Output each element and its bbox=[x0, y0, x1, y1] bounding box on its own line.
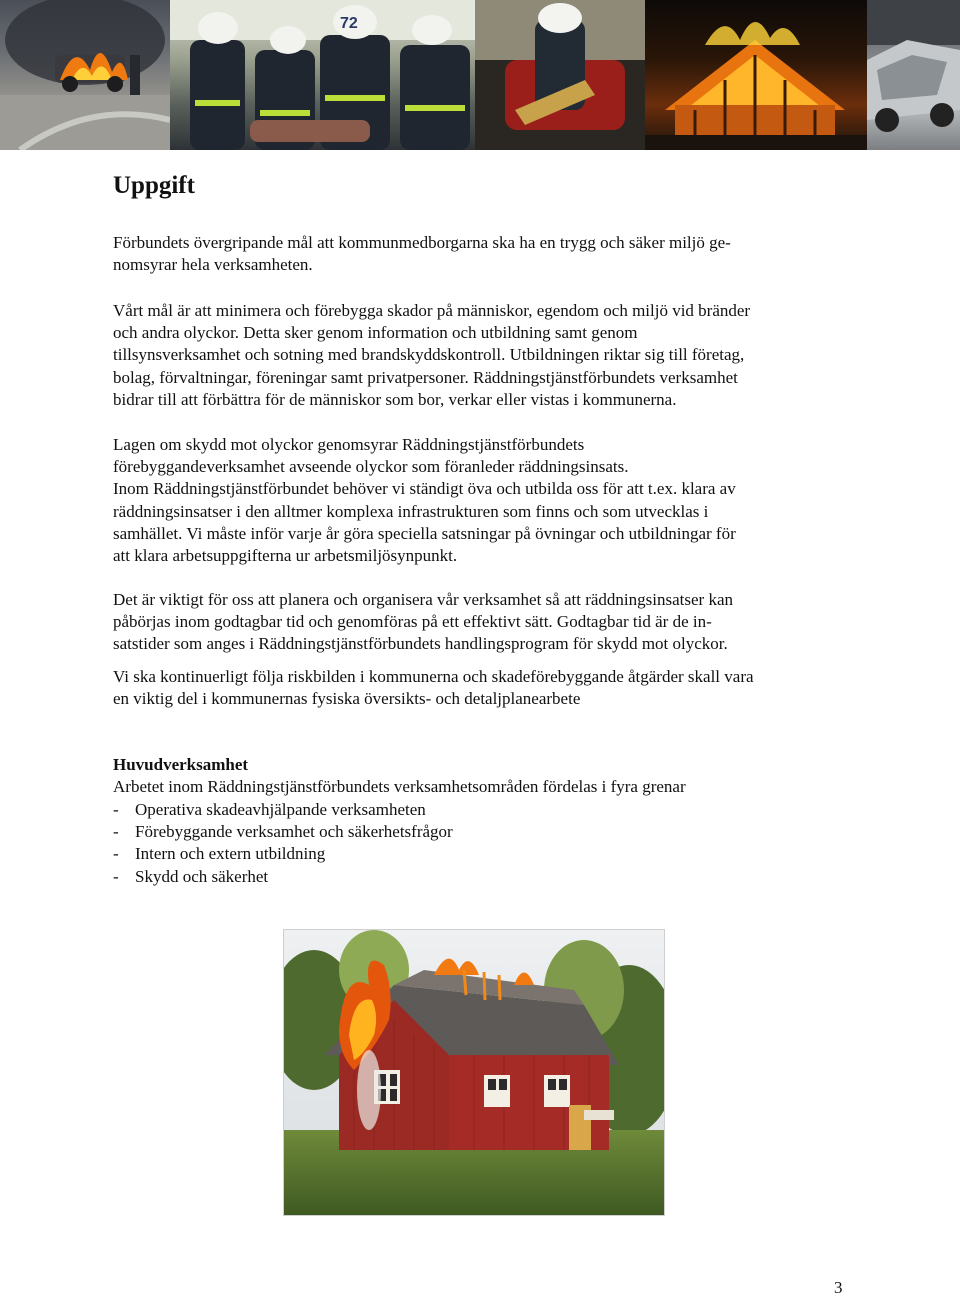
paragraph-line: Förbundets övergripande mål att kommunmedborgarna ska ha en trygg och säker miljö ge- bbox=[113, 233, 731, 252]
paragraph-line: och andra olyckor. Detta sker genom information och utbildning samt genom bbox=[113, 323, 638, 343]
paragraph bbox=[113, 434, 853, 567]
paragraph-line: satstider som anges i Räddningstjänstförbundets handlingsprogram för skydd mot olyckor. bbox=[113, 634, 728, 654]
paragraph-line: förebyggandeverksamhet avseende olyckor som föranleder räddningsinsats. bbox=[113, 457, 629, 477]
photo-rescue-team bbox=[170, 0, 475, 150]
paragraph-line: tillsynsverksamhet och sotning med brandskyddskontroll. Utbildningen riktar sig till företag, bbox=[113, 345, 745, 365]
list-item bbox=[113, 821, 453, 843]
list-item-label: Intern och extern utbildning bbox=[135, 844, 326, 864]
list-bullet: - bbox=[113, 822, 119, 842]
paragraph-line: räddningsinsatser i den alltmer komplexa infrastrukturen som finns och som utvecklas i bbox=[113, 501, 709, 521]
page-title: Uppgift bbox=[113, 172, 195, 199]
list-item-label: Skydd och säkerhet bbox=[135, 866, 269, 886]
paragraph bbox=[113, 666, 853, 710]
page-number: 3 bbox=[834, 1278, 843, 1297]
paragraph bbox=[113, 300, 853, 411]
paragraph-line: Vi ska kontinuerligt följa riskbilden i kommunerna och skadeförebyggande åtgärder skall vara bbox=[113, 667, 754, 686]
header-photo-banner bbox=[0, 0, 960, 150]
paragraph-line: Inom Räddningstjänstförbundet behöver vi ständigt öva och utbilda oss för att t.ex. klara av bbox=[113, 479, 736, 499]
list-item-label: Förebyggande verksamhet och säkerhetsfrågor bbox=[135, 822, 453, 842]
list-item bbox=[113, 843, 453, 865]
section-intro: Arbetet inom Räddningstjänstförbundets verksamhetsområden fördelas i fyra grenar bbox=[113, 777, 686, 796]
paragraph-line: att klara arbetsuppgifterna ur arbetsmiljösynpunkt. bbox=[113, 546, 458, 566]
list-bullet: - bbox=[113, 844, 119, 864]
paragraph-line: bidrar till att förbättra för de människor som bor, verkar eller vistas i kommunerna. bbox=[113, 389, 677, 409]
paragraph-line: Det är viktigt för oss att planera och organisera vår verksamhet så att räddningsinsatser kan bbox=[113, 590, 733, 609]
photo-burning-car bbox=[0, 0, 170, 150]
list-item bbox=[113, 866, 453, 888]
list-bullet: - bbox=[113, 800, 119, 819]
photo-car-extrication bbox=[475, 0, 645, 150]
paragraph-line: nomsyrar hela verksamheten. bbox=[113, 255, 313, 275]
list-item-label: Operativa skadeavhjälpande verksamheten bbox=[135, 800, 426, 819]
photo-burning-building bbox=[645, 0, 867, 150]
helmet-number: 72 bbox=[340, 15, 358, 32]
paragraph-line: samhället. Vi måste inför varje år göra speciella satsningar på övningar och utbildningar för bbox=[113, 523, 736, 543]
paragraph-line: påbörjas inom godtagbar tid och genomföras på ett effektivt sätt. Godtagbar tid är de in- bbox=[113, 612, 712, 632]
list-bullet: - bbox=[113, 866, 119, 886]
paragraph bbox=[113, 232, 853, 276]
photo-car-wreck bbox=[867, 0, 960, 150]
paragraph-line: en viktig del i kommunernas fysiska översikts- och detaljplanearbete bbox=[113, 689, 581, 709]
photo-burning-red-house bbox=[283, 929, 665, 1216]
paragraph-line: Lagen om skydd mot olyckor genomsyrar Räddningstjänstförbundets bbox=[113, 435, 585, 454]
paragraph bbox=[113, 589, 853, 656]
list-item bbox=[113, 799, 453, 821]
section-heading-huvudverksamhet: Huvudverksamhet bbox=[113, 755, 249, 774]
paragraph-line: Vårt mål är att minimera och förebygga skador på människor, egendom och miljö vid bränder bbox=[113, 301, 751, 320]
paragraph-line: bolag, förvaltningar, föreningar samt privatpersoner. Räddningstjänstförbundets verksamhet bbox=[113, 367, 738, 387]
branch-list bbox=[113, 799, 453, 888]
